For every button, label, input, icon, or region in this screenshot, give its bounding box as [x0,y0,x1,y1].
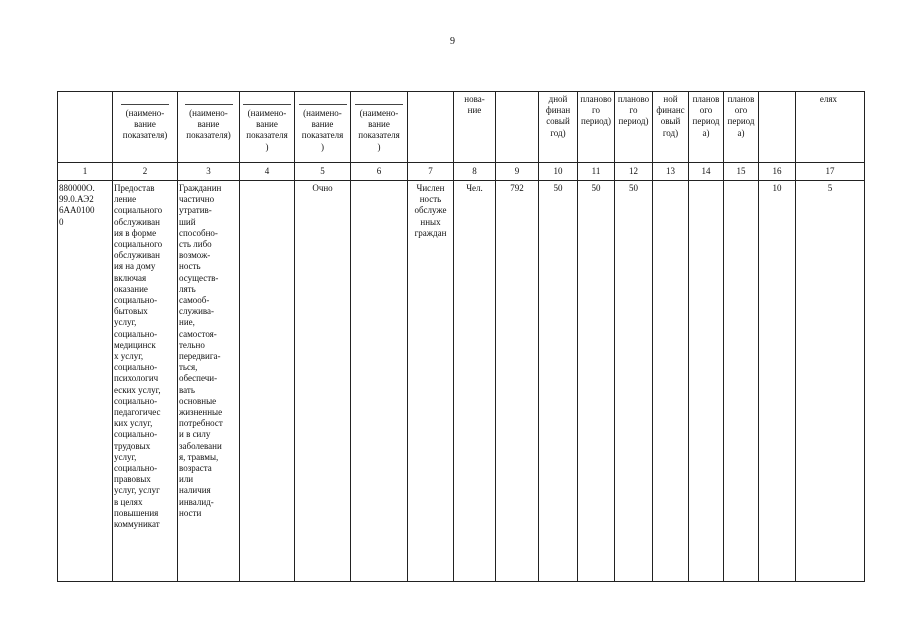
header-cell-12: планово го период) [615,92,653,163]
column-number: 14 [689,163,724,181]
header-cell-6: (наимено- вание показателя ) [351,92,408,163]
header-cell-16 [759,92,796,163]
column-number: 4 [240,163,295,181]
deviation-percent-cell: 10 [759,181,796,582]
value-year-2-cell: 50 [578,181,615,582]
recipient-category-cell: Гражданин частично утратив- ший способно- сть либо возмож- ность осуществ- лять самооб- служива- ние, самостоя- тельно передвига- ться, обеспечи- вать основные жизненные потребност и в силу заболевани я, травмы, возраста или наличия инвалид- ности [178,181,240,582]
column-number: 8 [454,163,496,181]
service-indicators-table [57,91,865,582]
service-content-cell: Предостав ление социального обслуживан ия в форме социального обслуживан ия на дому включая оказание социально- бытовых услуг, социально- медицинск х услуг, социально- психологич еских услуг, социально- педагогичес ких услуг, социально- трудовых услуг, социально- правовых услуг, услуг в целях повышения коммуникат [113,181,178,582]
header-cell-7 [408,92,454,163]
header-cell-14: планов ого период а) [689,92,724,163]
value-year-1-cell: 50 [539,181,578,582]
table-row [58,181,865,582]
fee-year-3-cell [724,181,759,582]
header-cell-2: (наимено- вание показателя) [113,92,178,163]
column-number: 16 [759,163,796,181]
header-cell-9 [496,92,539,163]
registry-number-cell: 880000О. 99.0.АЭ2 6АА0100 0 [58,181,113,582]
column-number: 6 [351,163,408,181]
header-cell-15: планов ого период а) [724,92,759,163]
indicator-cell-6 [351,181,408,582]
column-number: 11 [578,163,615,181]
indicator-cell-4 [240,181,295,582]
table-header-row [58,92,865,163]
header-cell-13: ной финанс овый год) [653,92,689,163]
page-number: 9 [450,36,455,47]
service-form-cell: Очно [295,181,351,582]
header-cell-8: нова- ние [454,92,496,163]
column-number: 5 [295,163,351,181]
header-cell-5: (наимено- вание показателя ) [295,92,351,163]
column-number: 17 [796,163,865,181]
okei-code-cell: 792 [496,181,539,582]
header-cell-17: елях [796,92,865,163]
indicator-name-cell: Числен ность обслуже нных граждан [408,181,454,582]
column-number: 15 [724,163,759,181]
header-cell-1 [58,92,113,163]
deviation-absolute-cell: 5 [796,181,865,582]
column-number: 9 [496,163,539,181]
header-cell-10: дной финан совый год) [539,92,578,163]
column-number: 2 [113,163,178,181]
column-number-row [58,163,865,181]
column-number: 13 [653,163,689,181]
header-cell-11: планово го период) [578,92,615,163]
unit-name-cell: Чел. [454,181,496,582]
column-number: 10 [539,163,578,181]
column-number: 1 [58,163,113,181]
value-year-3-cell: 50 [615,181,653,582]
header-cell-3: (наимено- вание показателя) [178,92,240,163]
fee-year-1-cell [653,181,689,582]
header-cell-4: (наимено- вание показателя ) [240,92,295,163]
column-number: 3 [178,163,240,181]
column-number: 12 [615,163,653,181]
fee-year-2-cell [689,181,724,582]
column-number: 7 [408,163,454,181]
